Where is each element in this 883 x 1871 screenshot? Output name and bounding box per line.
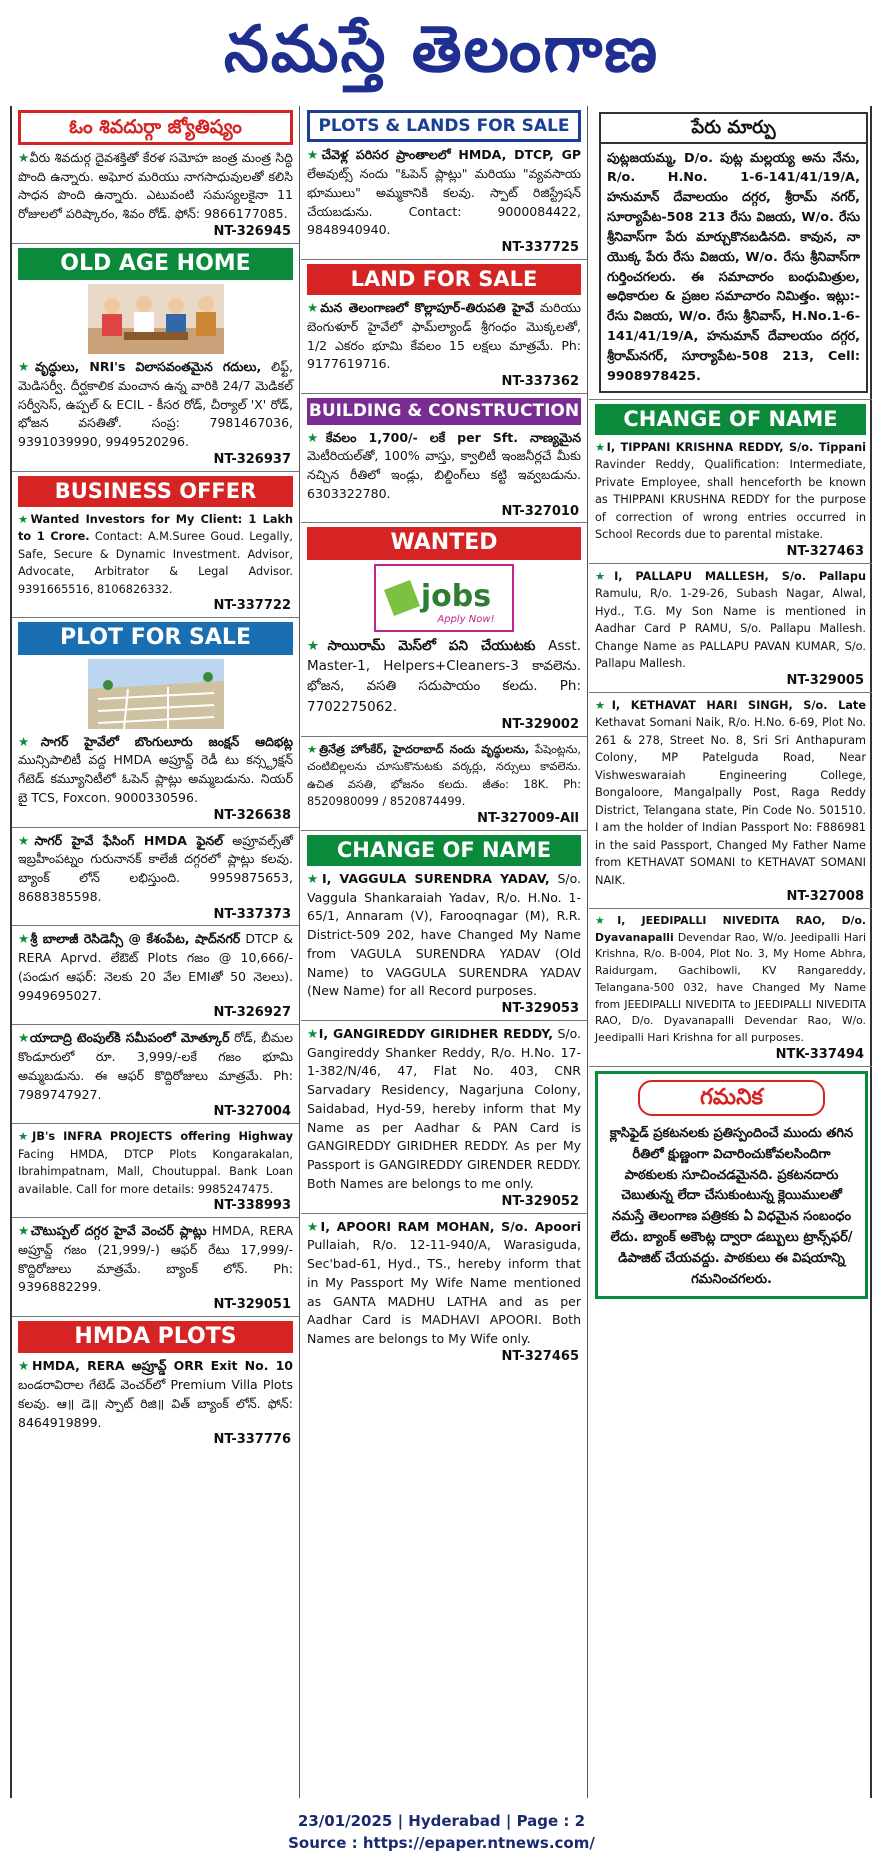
ad-header: HMDA PLOTS [18,1321,293,1353]
ad-text: మరియు బెంగుళూర్ హైవేలో ఫామ్‌ల్యాండ్ శ్రీగంధం మొక్కలతో, 1/2 ఎకరం భూమి కేవలం 15 లక్షలు మాత్రమే. Ph: 9177619716. [307,300,581,372]
star-icon: ★ [18,733,41,749]
ad-body [595,913,866,1047]
ad-lead: I, TIPPANI KRISHNA REDDY, S/o. Tippani [606,440,866,454]
ad-code: NT-326937 [213,451,291,467]
ad-code: NT-326927 [213,1005,291,1021]
ad-header: LAND FOR SALE [307,264,581,295]
star-icon: ★ [18,1223,31,1239]
star-icon: ★ [18,1358,32,1374]
ad-code: NT-326945 [213,223,291,239]
ad-text: మున్సిపాలిటీ వద్ద HMDA అప్రూవ్డ్ రెడీ టు కన్స్ట్రక్షన్ గేటెడ్ కమ్యూనిటీలో ఓపెన్ ప్లాట్లు అమ్మబడును. నియర్ బై TCS, Foxcon. 9000330596. [18,752,293,805]
column-2 [301,106,588,1798]
ad-text: Contact: A.M.Suree Goud. Legally, Safe, Secure & Dynamic Investment. Advisor, Advocate, Arbitrator & Legal Advisor. 9391665516, 8106826332. [18,530,293,596]
ad-code: NT-329005 [786,672,864,688]
ad-header: BUSINESS OFFER [18,476,293,507]
ad-lead: చౌటుప్పల్ దగ్గర హైవే వెంచర్ ప్లాట్లు [30,1223,207,1239]
ad-text: DTCP & RERA Aprvd. లేఔట్ Plots గజం @ 10,666/- (పండుగ ఆఫర్: నెలకు 20 వేల EMIతో 50 నెలలు). 9949695027. [18,931,293,1003]
ad-lead: కేవలం 1,700/- లకే per Sft. నాణ్యమైన [325,429,581,445]
star-icon: ★ [18,1030,30,1046]
ad-jb-infra [12,1124,299,1218]
ad-body [18,358,293,452]
star-icon: ★ [18,931,31,947]
ad-body [18,1222,293,1297]
ad-lead: I, PALLAPU MALLESH, S/o. Pallapu [614,569,866,583]
ad-lead: Wanted Investors for My Client: 1 Lakh to 1 Crore. [18,512,293,544]
ad-building-construction [301,394,587,523]
ad-land-for-sale [301,260,587,394]
ad-body [18,733,293,808]
ad-change-of-name-pallapu [589,564,872,693]
ad-lead: మన తెలంగాణలో కొల్లాపూర్-తిరుపతి హైవే [320,300,534,316]
ad-code: NT-327463 [786,543,864,559]
ad-text: Devendar Rao, W/o. Jeedipalli Hari Krishna, R/o. B-004, Plot No. 3, My Home Abhra, Raidurgam, Gachibowli, KV Rangareddy, Telangana-500 032, have Changed My Name from JEEDIPALLI NIVEDITA to JEEDIPALLI NIVEDITA RAO, D/o. Dyavanapalli Devendar Rao, W/o. Jeedipalli Hari Krishna for all purposes. [595,930,867,1045]
ad-balaji-residency [12,926,299,1025]
plot-layout-illustration [88,659,224,729]
ad-text: పేషెంట్లను, చంటిబిల్లలను చూసుకొనుటకు వర్కర్లు, నర్సులు కావలెను. ఉచిత వసతి, భోజనం కలదు. జీతం: 18K. Ph: 8520980099 / 8520874499. [307,742,581,809]
ad-text: Ravinder Reddy, Qualification: Intermediate, Private Employee, shall henceforth be known as THIPPANI KRUSHNA REDDY for the purpose of correction of wrong entries occurred in School Records due to parental mistake. [595,458,866,542]
ad-code: NT-337373 [213,906,291,922]
ad-body [18,1357,293,1432]
ad-change-of-name-jeedipalli [589,909,872,1067]
ad-text: అప్రూవల్స్‌తో ఇబ్రహీంపట్నం గురునానక్ కాలేజీ దగ్గరలో ప్లాట్లు కలవు. బ్యాంక్ లోన్ లభిస్తుంది. 9959875653, 8688385598. [18,832,293,904]
ad-text: S/o. Gangireddy Shanker Reddy, R/o. H.No. 17-1-382/N/46, 47, Flat No. 403, CNR Sarvadary Residency, Nagarjuna Colony, Saidabad, Hyd-59, hereby inform that My Name as per Aadhar & PAN Card is GANGIREDDY GIRIDHER REDDY. As per My Passport is GANGIREDDY GIRENDER REDDY. Both Names are belongs to me only. [307,1025,581,1191]
ad-astrology [12,106,299,244]
classifieds-page [10,106,872,1798]
ad-code: NT-327010 [501,503,579,519]
elderly-people-illustration [88,284,224,354]
star-icon: ★ [595,913,618,927]
ad-lead: సాయిరామ్ మెస్‌లో పని చేయుటకు [327,637,536,654]
ad-lead: I, VAGGULA SURENDRA YADAV, [322,870,550,886]
ad-code: NT-329051 [213,1297,291,1313]
star-icon: ★ [307,870,322,886]
ad-lead: I, JEEDIPALLI NIVEDITA RAO, D/o. Dyavanapalli [595,913,866,944]
ad-body [307,299,581,374]
name-change-box [599,112,868,393]
name-change-body: పుట్లజయమ్మ, D/o. పుట్ల మల్లయ్య అను నేను, R/o. H.No. 1-6-141/41/19/A, హనుమాన్ దేవాలయం దగ్గర, శ్రీరామ్ నగర్, సూర్యాపేట-508 213 రేసు విజయ, W/o. రేసు శ్రీనివాస్‌గా పేరు మార్చుకొనబడినది. కావున, నా యొక్క పేరు రేసు విజయ, W/o. రేసు శ్రీనివాస్‌గా గుర్తించగలరు. ఈ సమాచారం బంధుమిత్రుల, అధికారుల & ప్రజల సమాచారం నిమిత్తం. ఇట్లు:- రేసు విజయ, W/o. రేసు శ్రీనివాస్, H.No.1-6-141/41/19/A, హనుమాన్ దేవాలయం దగ్గర, శ్రీరామ్‌నగర్, సూర్యాపేట-508 213, Cell: 9908978425. [607,150,860,384]
ad-code: NT-329002 [501,716,579,732]
ad-body [307,1025,581,1194]
jobs-logo-word: jobs [420,578,492,614]
ad-change-of-name-vaggula [301,831,587,1021]
ad-text: బండరావిరాల గేటెడ్ వెంచర్‌లో Premium Villa Plots కలవు. ఆ॥ డె॥ స్పాట్ రిజి॥ విత్ బ్యాంక్ లోన్. ఫోన్: 8464919899. [18,1377,293,1430]
ad-text: Asst. Master-1, Helpers+Cleaners-3 కావలెను. భోజన, వసతి సదుపాయం కలదు. Ph: 7702275062. [307,637,581,715]
ad-body [595,439,866,544]
masthead [0,0,883,100]
ad-text: లిఫ్ట్, మెడిసర్వీ. దీర్ఘకాలిక మంచాన ఉన్న వారికి 24/7 మెడికల్ సర్వీసెస్, ఉప్పల్ & ECIL - కీసర రోడ్, చీర్యాల్ 'X' రోడ్, భోజన వసతితో. సంప్ర: 7981467036, 9391039990, 9949520296. [18,359,293,450]
ad-body [307,870,581,1001]
ad-body [307,741,581,811]
name-change-header: పేరు మార్పు [601,114,866,144]
ad-text: Ramulu, R/o. 1-29-26, Subash Nagar, Alwal, Hyd., T.G. My Son Name is mentioned in Aadhar Card P RAMU, S/o. Pallapu Mallesh. Change Name as PALLAPU PAVAN KUMAR, S/o. Pallapu Mallesh. [595,587,866,671]
jobs-logo-tagline: Apply Now! [437,613,495,625]
ad-body [18,1128,293,1198]
ad-lead: సాగర్ హైవే ఫేసింగ్ HMDA ఫైనల్ [34,832,223,848]
star-icon: ★ [307,637,328,654]
notice-body: క్లాసిఫైడ్ ప్రకటనలకు ప్రతిస్పందించే ముందు తగిన రీతిలో క్షుణ్ణంగా విచారించుకోవలసిందిగా పాఠకులకు సూచించడమైనది. ప్రకటనదారు చెబుతున్న లేదా చేసుకుంటున్న క్లెయిములతో నమస్తే తెలంగాణ పత్రికకు ఏ విధమైన సంబంధం లేదు. బ్యాంక్ అకౌంట్ల ద్వారా డబ్బులు ట్రాన్స్‌ఫర్/డిపాజిట్ చేయవద్దు. పాఠకులు ఈ విషయాన్ని గమనించగలరు. [609,1126,854,1287]
star-icon: ★ [18,1130,33,1144]
star-icon: ★ [18,149,30,165]
ad-lead: యాదాద్రి టెంపుల్‌కి సమీపంలో మోత్కూర్ [29,1030,230,1046]
disclaimer-notice [595,1071,868,1300]
ad-lead: త్రినేత్ర హోంకేర్, హైదరాబాద్ నందు వృద్ధులను, [319,742,530,756]
ad-header: PLOTS & LANDS FOR SALE [307,110,581,142]
star-icon: ★ [307,429,326,445]
star-icon: ★ [18,512,31,526]
ad-header: OLD AGE HOME [18,248,293,280]
jobs-logo [374,564,514,632]
ad-lead: సాగర్ హైవేలో బొంగులూరు జంక్షన్ ఆదిభట్ల [40,733,293,749]
ad-text: Facing HMDA, DTCP Plots Kongarakalan, Ibrahimpatnam, Mall, Choutuppal. Bank Loan available. Call for more details: 9985247475. [18,1147,293,1196]
ad-header: PLOT FOR SALE [18,622,293,654]
ad-trinetra-homecare [301,737,587,831]
ad-code: NT-337362 [501,374,579,390]
ad-code: NT-329052 [501,1193,579,1209]
star-icon: ★ [307,742,320,756]
newspaper-title: నమస్తే తెలంగాణ [223,12,660,87]
ad-header: CHANGE OF NAME [307,835,581,866]
ad-header: CHANGE OF NAME [595,404,866,435]
ad-sagar-highway [12,828,299,927]
ad-text: మెటీరియల్‌తో, 100% వాస్తు, క్వాలిటీ ఇంజనీర్లచే మీకు నచ్చిన రీతిలో ఇండ్లు, బిల్డింగ్‌లు కట్టి ఇవ్వబడును. 6303322780. [307,448,581,501]
ad-code: NT-326638 [213,807,291,823]
ad-change-of-name-kethavat [589,693,872,909]
ad-body [595,697,866,890]
ad-lead: చేవెళ్ల పరిసర ప్రాంతాలలో HMDA, DTCP, GP [321,147,581,163]
ad-code: NT-338993 [213,1198,291,1214]
ad-text: రోడ్, బీమల కొండూరులో రూ. 3,999/-లకే గజం భూమి అమ్మబడును. ఈ ఆఫర్ కొద్దిరోజులు మాత్రమే. Ph: 7989747927. [18,1030,293,1102]
ad-body [18,930,293,1005]
star-icon: ★ [18,832,35,848]
ad-header: ఓం శివదుర్గా జ్యోతిష్యం [18,110,293,145]
ad-code: NT-337776 [213,1432,291,1448]
column-1 [12,106,300,1798]
ad-code: NT-327009-All [477,810,579,826]
ad-choutuppal-venture [12,1218,299,1317]
star-icon: ★ [595,698,612,712]
ad-lead: శ్రీ బాలాజీ రెసిడెన్సీ @ కేశంపేట, షాద్‌నగర్ [30,931,241,947]
star-icon: ★ [307,1218,321,1234]
ad-header: BUILDING & CONSTRUCTION [307,398,581,424]
ad-body [307,146,581,240]
ad-change-of-name-tippani [589,399,872,564]
ad-code: NT-337722 [213,598,291,614]
ad-text: Kethavat Somani Naik, R/o. H.No. 6-69, Plot No. 261 & 278, Street No. 8, Sri Sri Anthapuram Colony, MP Patelguda Road, Near Vishweswaraiah Engineering College, Bongaloore, Mangalpally Post, Raga Reddy District, Telangana state, Pin Code No. 501510. I am the holder of Indian Passport No: F886981 in the said Passport, Changed My Father Name from KETHAVAT SOMANI to KETHAVAT SOMANI NAIK. [595,716,866,887]
column-3 [589,106,872,1798]
ad-body [307,636,581,717]
ad-change-of-name-apoori [301,1214,587,1368]
notice-header: గమనిక [638,1080,825,1116]
ad-text: వీరు శివదుర్గ దైవశక్తితో కేరళ సమోహ జంత్ర మంత్ర సిద్ధి పొంది ఉన్నారు. అఘోర మరియు నాగసాధువులతో కలిసి సాధన పొంది ఉన్నారు. ఎటువంటి సమస్యలకైనా 11 రోజులలో పరిష్కారం, శివం రోడ్. ఫోన్: 9866177085. [18,149,293,222]
ad-change-of-name-gangireddy [301,1021,587,1214]
ad-lead: HMDA, RERA అప్రూవ్డ్ ORR Exit No. 10 [32,1358,293,1374]
ad-body [307,429,581,504]
ad-plot-for-sale [12,618,299,827]
ad-code: NT-327004 [213,1104,291,1120]
ad-code: NTK-337494 [775,1046,864,1062]
ad-body [18,832,293,907]
star-icon: ★ [595,440,607,454]
ad-plots-lands [301,106,587,260]
ad-body [18,149,293,224]
ad-text: HMDA, RERA అప్రూవ్డ్ గజం (21,999/-) ఆఫర్ రేటు 17,999/- కొద్దిరోజులు మాత్రమే. బ్యాంక్ లోన్. Ph: 9396882299. [18,1223,293,1295]
ad-header: WANTED [307,527,581,559]
ad-lead: వృద్ధులు, NRI's విలాసవంతమైన గదులు, [34,359,262,375]
ad-business-offer [12,472,299,619]
ad-body [307,1218,581,1349]
ad-body [595,568,866,673]
ad-body [18,511,293,599]
ad-yadadri-temple [12,1025,299,1124]
star-icon: ★ [307,1025,319,1041]
ad-lead: I, GANGIREDDY GIRIDHER REDDY, [318,1025,553,1041]
ad-old-age-home [12,244,299,472]
star-icon: ★ [18,359,35,375]
ad-code: NT-327465 [501,1348,579,1364]
star-icon: ★ [307,300,321,316]
star-icon: ★ [307,147,322,163]
page-footer [0,1810,883,1854]
ad-code: NT-327008 [786,889,864,904]
star-icon: ★ [595,569,615,583]
ad-text: S/o. Vaggula Shankaraiah Yadav, R/o. H.No. 1-65/1, Annaram (V), Farooqnagar (M), R.R. District-509 202, have Changed My Name from VAGULA SURENDRA YADAV (Old Name) to VAGGULA SURENDRA YADAV (New Name) for all Record purposes. [307,870,581,999]
ad-lead: I, APOORI RAM MOHAN, S/o. Apoori [320,1218,581,1234]
ad-wanted [301,523,587,736]
ad-hmda-plots [12,1317,299,1451]
ad-text: లేఅవుట్స్ నందు "ఓపెన్ ప్లాట్లు" మరియు "వ్యవసాయ భూములు" అమ్మకానికి కలవు. స్పాట్ రిజిస్ట్రేషన్ చేయబడును. Contact: 9000084422, 9848940940. [307,166,581,238]
footer-date-line: 23/01/2025 | Hyderabad | Page : 2 [297,1812,586,1830]
ad-lead: I, KETHAVAT HARI SINGH, S/o. Late [611,698,866,712]
ad-code: NT-329053 [501,1001,579,1016]
ad-lead: JB's INFRA PROJECTS offering Highway [32,1130,293,1144]
ad-code: NT-337725 [501,240,579,256]
ad-text: Pullaiah, R/o. 12-11-940/A, Warasiguda, Sec'bad-61, Hyd., TS., hereby inform that in My Passport My Wife Name mentioned as GANTA MADHU LATHA and as per Aadhar Card is MADHAVI APOORI. Both Names are belongs to My Wife only. [307,1237,581,1347]
footer-source-line: Source : https://epaper.ntnews.com/ [288,1834,595,1852]
ad-body [18,1029,293,1104]
